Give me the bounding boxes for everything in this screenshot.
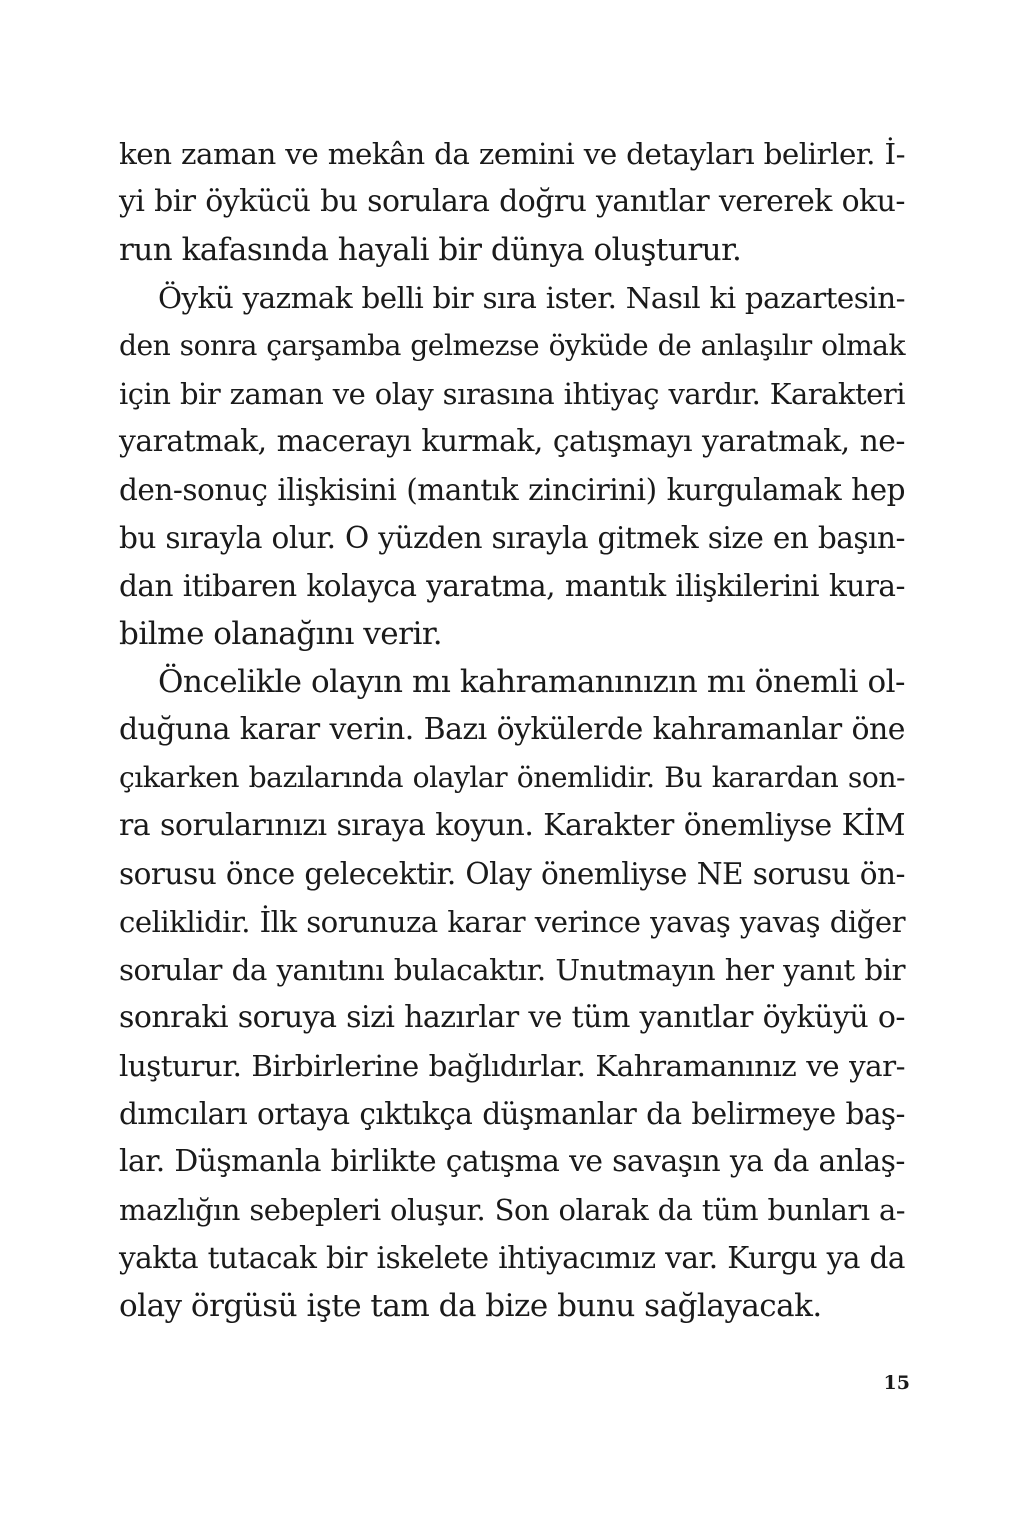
text-line: sorusu önce gelecektir. Olay önemliyse NE sorusu ön-: [119, 857, 905, 891]
text-line: den sonra çarşamba gelmezse öyküde de anlaşılır olmak: [119, 329, 905, 362]
text-line: yi bir öykücü bu sorulara doğru yanıtlar vererek oku-: [119, 184, 905, 219]
text-line: dan itibaren kolayca yaratma, mantık ilişkilerini kura-: [119, 569, 905, 603]
text-line: mazlığın sebepleri oluşur. Son olarak da tüm bunları a-: [119, 1193, 905, 1227]
page-number: 15: [883, 1372, 910, 1394]
text-line: run kafasında hayali bir dünya oluşturur.: [119, 232, 742, 268]
text-line: lar. Düşmanla birlikte çatışma ve savaşın ya da anlaş-: [119, 1144, 905, 1179]
text-line: Öykü yazmak belli bir sıra ister. Nasıl ki pazartesin-: [158, 281, 905, 315]
text-line: bilme olanağını verir.: [119, 616, 443, 652]
text-line: celiklidir. İlk sorunuza karar verince yavaş yavaş diğer: [119, 905, 905, 939]
text-line: çıkarken bazılarında olaylar önemlidir. Bu karardan son-: [119, 761, 905, 794]
text-line: Öncelikle olayın mı kahramanınızın mı önemli ol-: [158, 664, 905, 700]
text-line: sonraki soruya sizi hazırlar ve tüm yanıtlar öyküyü o-: [119, 1000, 905, 1035]
text-line: ra sorularınızı sıraya koyun. Karakter önemliyse KİM: [119, 808, 905, 843]
text-line: için bir zaman ve olay sırasına ihtiyaç vardır. Karakteri: [119, 377, 905, 411]
text-line: yakta tutacak bir iskelete ihtiyacımız var. Kurgu ya da: [119, 1241, 905, 1275]
text-line: yaratmak, macerayı kurmak, çatışmayı yaratmak, ne-: [119, 424, 905, 459]
text-line: den-sonuç ilişkisini (mantık zincirini) kurgulamak hep: [119, 473, 905, 507]
text-line: duğuna karar verin. Bazı öykülerde kahramanlar öne: [119, 712, 905, 747]
text-line: ken zaman ve mekân da zemini ve detayları belirler. İ-: [119, 137, 905, 171]
body-text: [119, 130, 905, 1330]
text-line: dımcıları ortaya çıktıkça düşmanlar da belirmeye baş-: [119, 1097, 905, 1131]
text-line: luşturur. Birbirlerine bağlıdırlar. Kahramanınız ve yar-: [119, 1049, 905, 1083]
text-line: sorular da yanıtını bulacaktır. Unutmayın her yanıt bir: [119, 953, 905, 987]
text-line: bu sırayla olur. O yüzden sırayla gitmek size en başın-: [119, 521, 905, 555]
text-line: olay örgüsü işte tam da bize bunu sağlayacak.: [119, 1288, 822, 1324]
